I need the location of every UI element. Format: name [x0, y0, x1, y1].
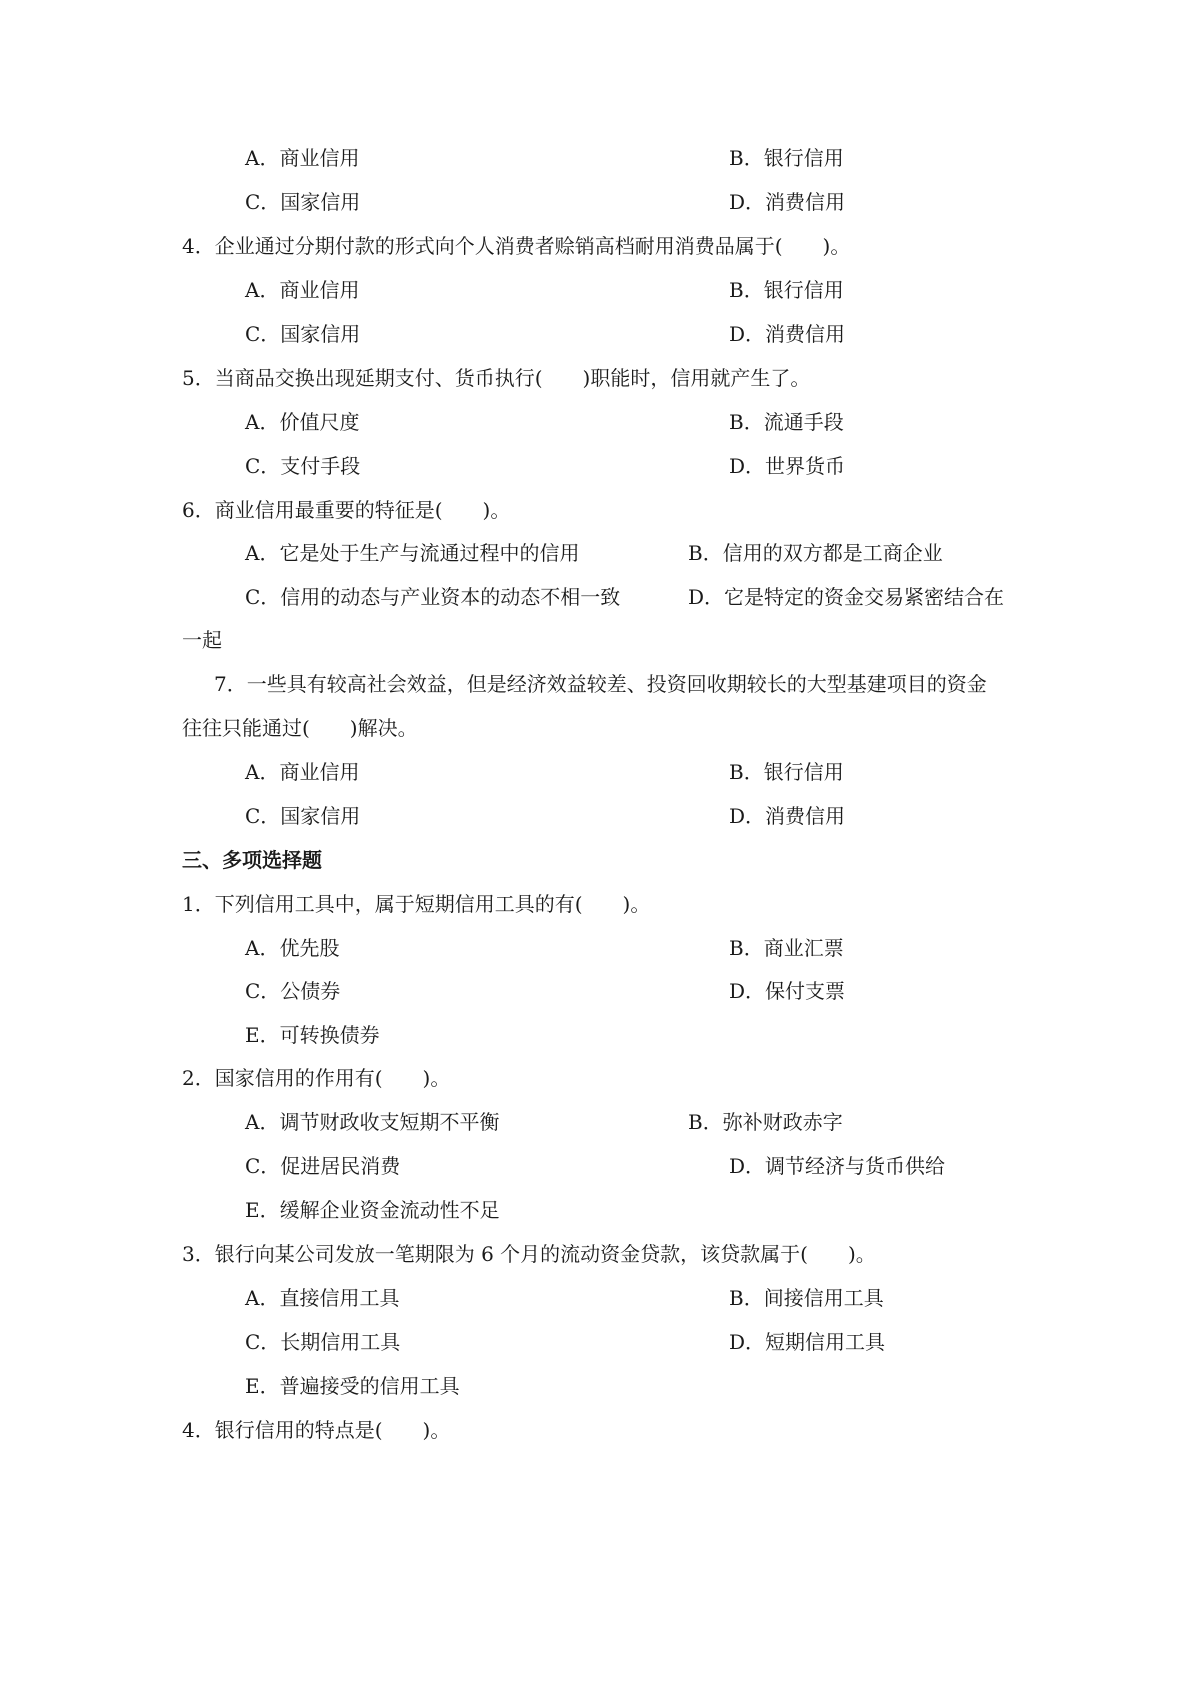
- mq1-option-b: B．商业汇票: [729, 936, 844, 960]
- q6-option-c: C．信用的动态与产业资本的动态不相一致: [245, 585, 621, 609]
- q7-option-b: B．银行信用: [729, 760, 844, 784]
- q4-text: 4．企业通过分期付款的形式向个人消费者赊销高档耐用消费品属于( )。: [182, 234, 851, 258]
- q7-option-d: D．消费信用: [729, 804, 846, 828]
- q5-text: 5．当商品交换出现延期支付、货币执行( )职能时，信用就产生了。: [182, 366, 811, 390]
- q3-option-d: D．消费信用: [729, 190, 846, 214]
- q5-option-b: B．流通手段: [729, 410, 844, 434]
- q7-text-line2: 往往只能通过( )解决。: [182, 716, 418, 740]
- mq1-option-e: E．可转换债券: [245, 1023, 380, 1047]
- q5-option-c: C．支付手段: [245, 454, 361, 478]
- mq1-option-d: D．保付支票: [729, 979, 846, 1003]
- q5-option-d: D．世界货币: [729, 454, 846, 478]
- mq2-option-d: D．调节经济与货币供给: [729, 1154, 946, 1178]
- q4-option-b: B．银行信用: [729, 278, 844, 302]
- mq3-option-d: D．短期信用工具: [729, 1330, 886, 1354]
- q3-option-a: A．商业信用: [245, 146, 360, 170]
- q6-option-b: B．信用的双方都是工商企业: [688, 541, 943, 565]
- mq3-option-c: C．长期信用工具: [245, 1330, 401, 1354]
- mq1-text: 1．下列信用工具中，属于短期信用工具的有( )。: [182, 892, 651, 916]
- mq3-text: 3．银行向某公司发放一笔期限为 6 个月的流动资金贷款，该贷款属于( )。: [182, 1242, 876, 1266]
- q6-option-d: D．它是特定的资金交易紧密结合在: [688, 585, 1005, 609]
- q4-option-a: A．商业信用: [245, 278, 360, 302]
- section-heading: 三、多项选择题: [182, 848, 322, 872]
- q3-option-c: C．国家信用: [245, 190, 361, 214]
- q7-option-a: A．商业信用: [245, 760, 360, 784]
- q6-text: 6．商业信用最重要的特征是( )。: [182, 498, 511, 522]
- mq2-option-e: E．缓解企业资金流动性不足: [245, 1198, 500, 1222]
- q7-text-line1: 7．一些具有较高社会效益，但是经济效益较差、投资回收期较长的大型基建项目的资金: [214, 672, 987, 696]
- q5-option-a: A．价值尺度: [245, 410, 360, 434]
- mq2-option-a: A．调节财政收支短期不平衡: [245, 1110, 500, 1134]
- q4-option-c: C．国家信用: [245, 322, 361, 346]
- mq4-text: 4．银行信用的特点是( )。: [182, 1418, 451, 1442]
- mq1-option-c: C．公债券: [245, 979, 341, 1003]
- mq2-text: 2．国家信用的作用有( )。: [182, 1066, 451, 1090]
- q3-option-b: B．银行信用: [729, 146, 844, 170]
- q7-option-c: C．国家信用: [245, 804, 361, 828]
- q6-option-a: A．它是处于生产与流通过程中的信用: [245, 541, 580, 565]
- q4-option-d: D．消费信用: [729, 322, 846, 346]
- mq1-option-a: A．优先股: [245, 936, 340, 960]
- mq3-option-a: A．直接信用工具: [245, 1286, 400, 1310]
- q6-option-d-continuation: 一起: [182, 628, 222, 652]
- mq2-option-b: B．弥补财政赤字: [688, 1110, 843, 1134]
- mq3-option-b: B．间接信用工具: [729, 1286, 884, 1310]
- mq3-option-e: E．普遍接受的信用工具: [245, 1374, 460, 1398]
- mq2-option-c: C．促进居民消费: [245, 1154, 401, 1178]
